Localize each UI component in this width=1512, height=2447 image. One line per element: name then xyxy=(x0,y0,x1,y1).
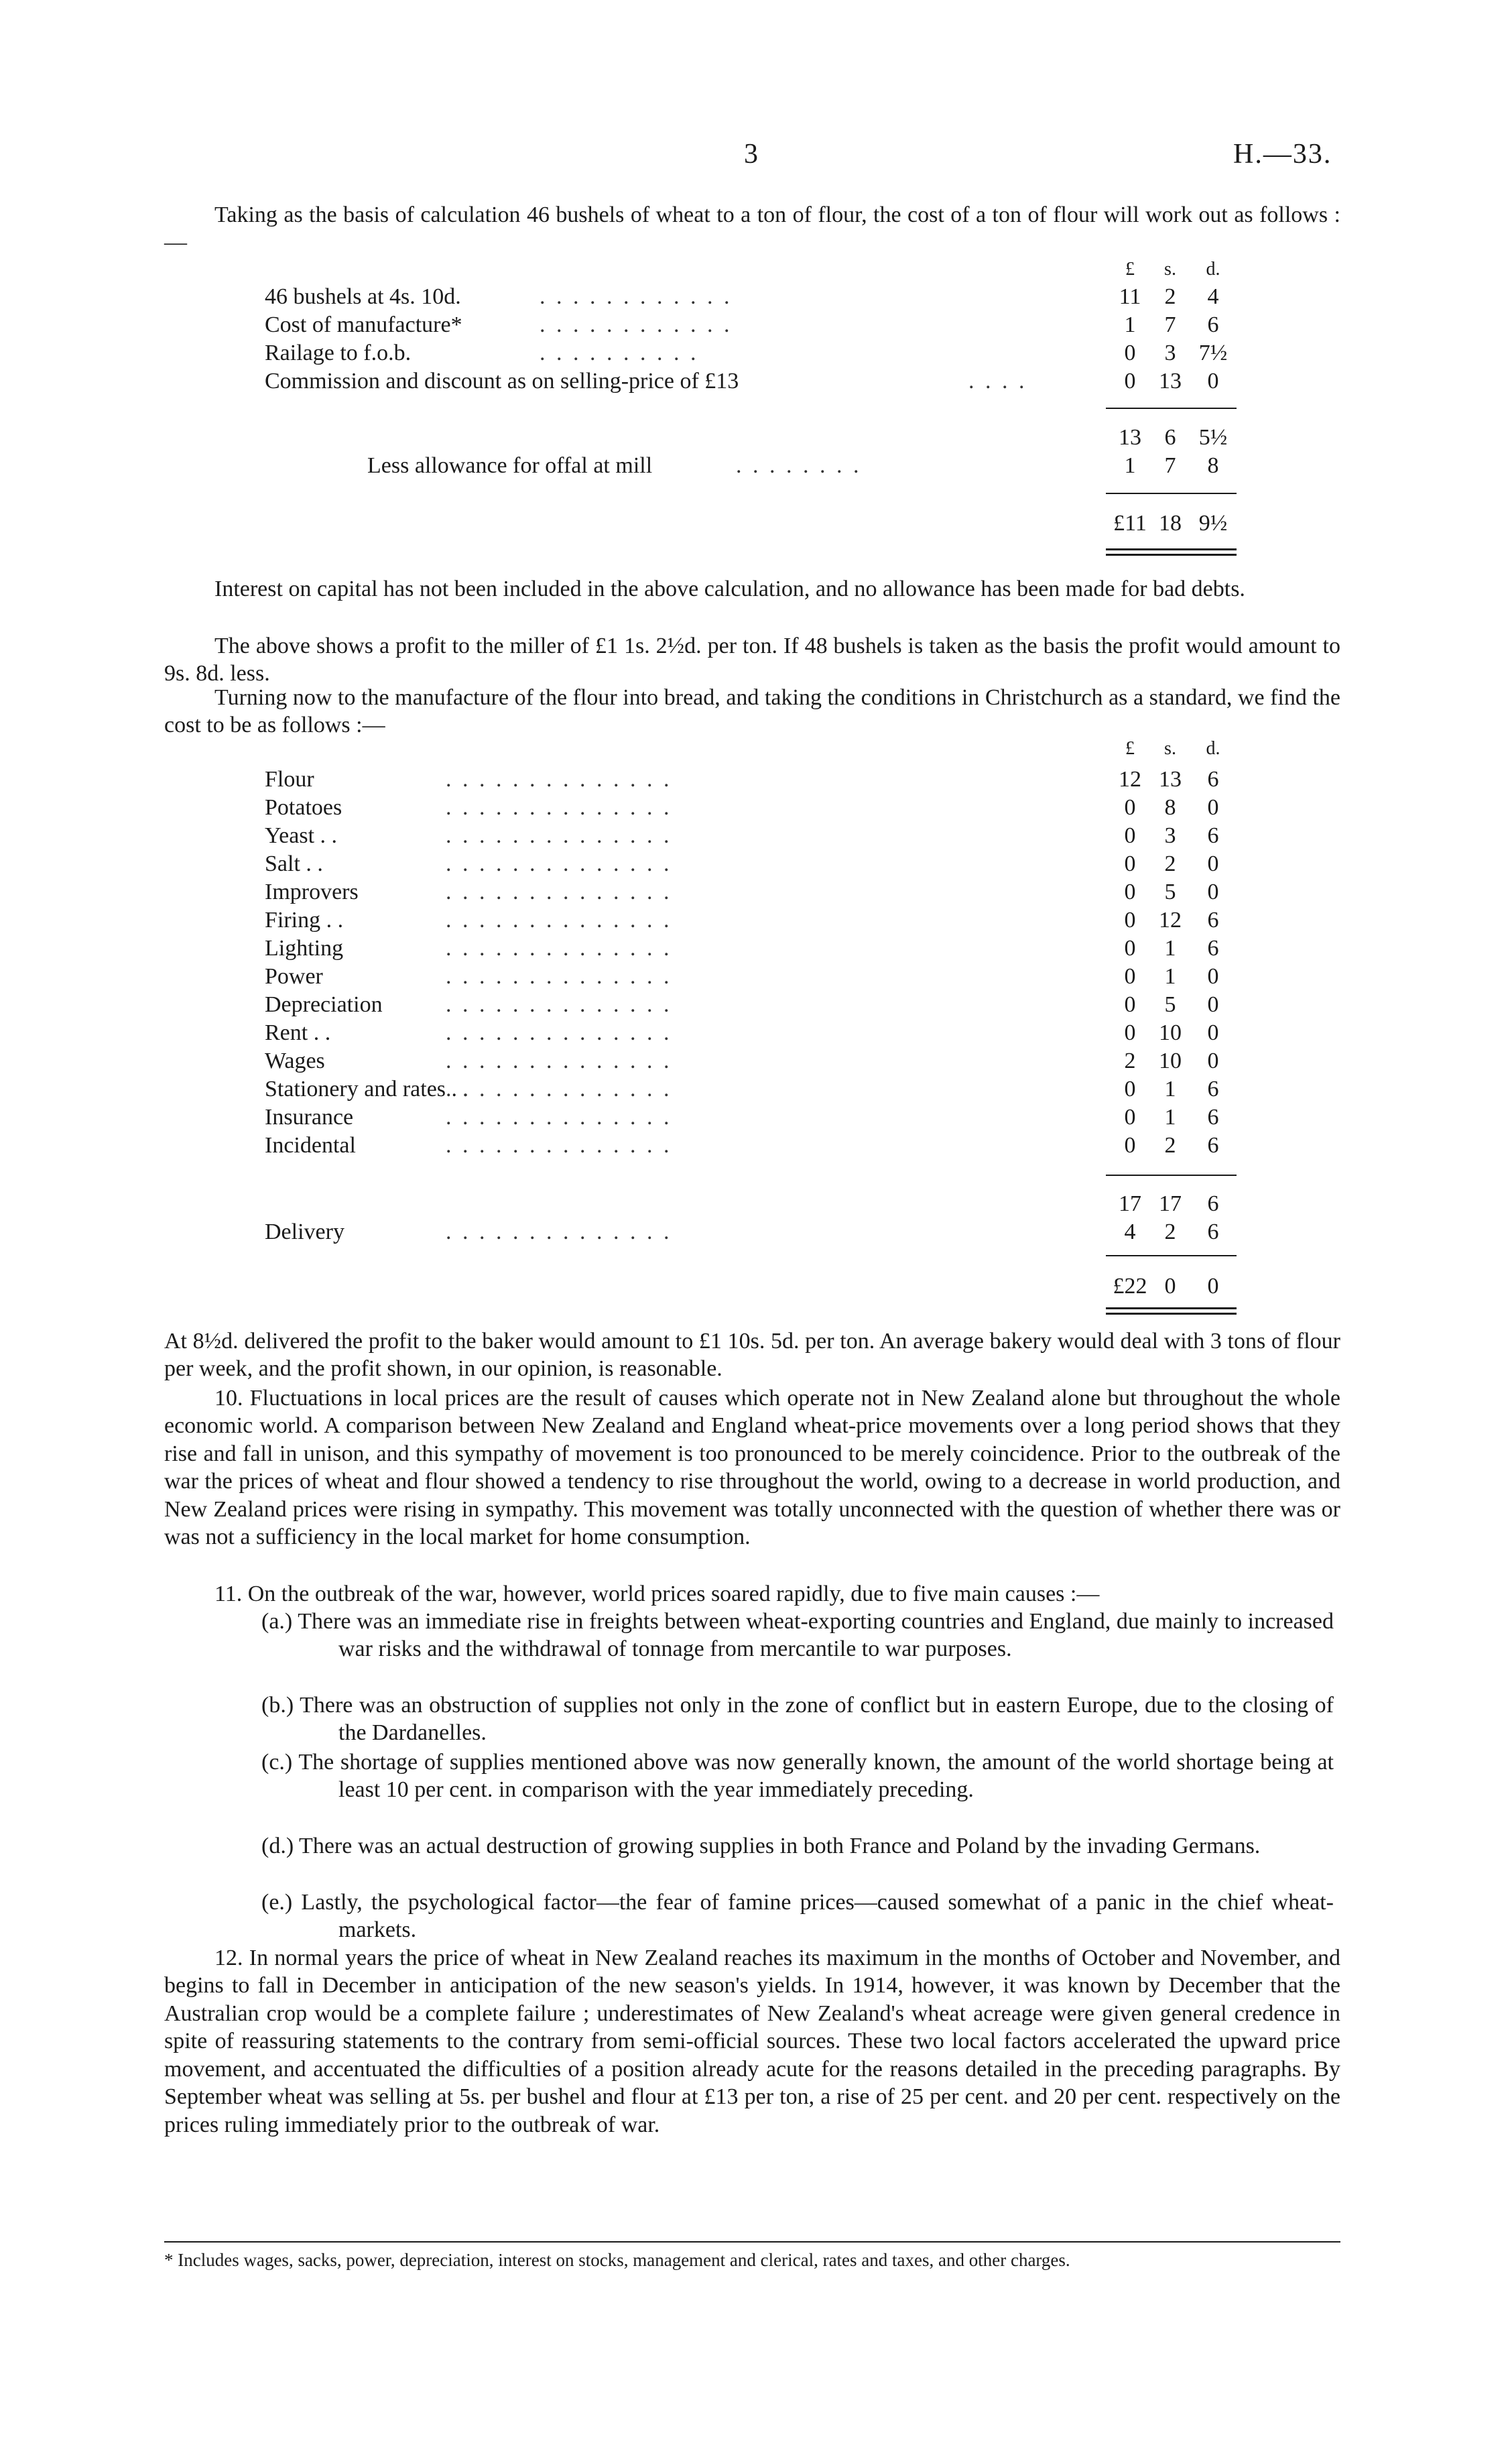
footnote-rule xyxy=(164,2241,1340,2243)
bread-row: Insurance . . . . . . . . . . . . . . 0 1 6 xyxy=(265,1105,1219,1130)
bread-row: Salt . . . . . . . . . . . . . . . . 0 2 0 xyxy=(265,851,1219,876)
bread-row: Lighting . . . . . . . . . . . . . . 0 1 6 xyxy=(265,936,1219,961)
cause-b: (b.) There was an obstruction of supplies not only in the zone of conflict but in eastern Europe, due to the closing of the Dardanelles. xyxy=(261,1693,1334,1746)
bread-row: Wages . . . . . . . . . . . . . . 2 10 0 xyxy=(265,1049,1219,1073)
flour-row: Cost of manufacture* . . . . . . . . . . . . 1 7 6 xyxy=(265,312,1219,337)
bread-row: Flour . . . . . . . . . . . . . . 12 13 6 xyxy=(265,767,1219,792)
cause-c: (c.) The shortage of supplies mentioned above was now generally known, the amount of the world shortage being at least 10 per cent. in comparison with the year immediately preceding. xyxy=(261,1750,1334,1803)
total-double-rule-top xyxy=(1106,548,1237,550)
turning-paragraph: Turning now to the manufacture of the flour into bread, and taking the conditions in Christchurch as a standard, we find the cost to be as follows :— xyxy=(164,685,1340,738)
page-number: 3 xyxy=(744,139,758,170)
bread-delivery-row: Delivery . . . . . . . . . . . . . . 4 2 6 xyxy=(265,1219,1219,1244)
bread-row: Stationery and rates . . . . . . . . . . . . . . . . 0 1 6 xyxy=(265,1077,1219,1101)
baker-profit-paragraph: At 8½d. delivered the profit to the baker would amount to £1 10s. 5d. per ton. An average bakery would deal with 3 tons of flour per week, and the profit shown, in our opinion, is reasonable. xyxy=(164,1329,1340,1382)
subtotal-rule xyxy=(1106,408,1237,409)
footnote: * Includes wages, sacks, power, depreciation, interest on stocks, management and clerical, rates and taxes, and other charges. xyxy=(164,2250,1070,2270)
bread-subtotal-rule xyxy=(1106,1175,1237,1176)
flour-row: Railage to f.o.b. . . . . . . . . . . 0 3 7½ xyxy=(265,341,1228,365)
cause-e: (e.) Lastly, the psychological factor—the fear of famine prices—caused somewhat of a panic in the chief wheat-markets. xyxy=(261,1890,1334,1943)
paragraph-10: 10. Fluctuations in local prices are the result of causes which operate not in New Zealand alone but throughout the whole economic world. A comparison between New Zealand and England wheat-price movements over a long period shows that they rise and fall in unison, and this sympathy of movement is too pronounced to be merely coincidence. Prior to the outbreak of the war the prices of wheat and flour showed a tendency to rise throughout the world, owing to a decrease in world production, and New Zealand prices were rising in sympathy. This movement was totally unconnected with the question of whether there was or was not a sufficiency in the local market for home consumption. xyxy=(164,1386,1340,1550)
interest-paragraph: Interest on capital has not been included in the above calculation, and no allowance has been made for bad debts. xyxy=(214,577,1245,601)
bread-row: Power . . . . . . . . . . . . . . 0 1 0 xyxy=(265,964,1219,989)
bread-total-rule xyxy=(1106,1255,1237,1256)
flour-row: Commission and discount as on selling-price of £13 . . . . 0 13 0 xyxy=(265,369,1219,394)
cause-d: (d.) There was an actual destruction of growing supplies in both France and Poland by the invading Germans. xyxy=(261,1834,1261,1858)
bread-row: Yeast . . . . . . . . . . . . . . . . 0 3 6 xyxy=(265,823,1219,848)
intro-paragraph: Taking as the basis of calculation 46 bushels of wheat to a ton of flour, the cost of a ton of flour will work out as follows :— xyxy=(164,202,1340,255)
flour-row: 46 bushels at 4s. 10d. . . . . . . . . . . . . 11 2 4 xyxy=(265,284,1219,309)
bread-row: Potatoes . . . . . . . . . . . . . . 0 8 0 xyxy=(265,795,1219,820)
bread-row: Firing . . . . . . . . . . . . . . . . 0 12 6 xyxy=(265,908,1219,933)
bread-total-double-rule-top xyxy=(1106,1307,1237,1309)
total-double-rule-bottom xyxy=(1106,554,1237,556)
bread-row: Rent . . . . . . . . . . . . . . . . 0 10 0 xyxy=(265,1020,1219,1045)
bread-row: Incidental . . . . . . . . . . . . . . 0 2 6 xyxy=(265,1133,1219,1158)
total-rule xyxy=(1106,493,1237,494)
paragraph-11: 11. On the outbreak of the war, however, world prices soared rapidly, due to five main causes :— xyxy=(214,1581,1100,1606)
profit-paragraph: The above shows a profit to the miller of £1 1s. 2½d. per ton. If 48 bushels is taken as the basis the profit would amount to 9s. 8d. less. xyxy=(164,634,1340,687)
document-page: 3 H.—33. Taking as the basis of calculation 46 bushels of wheat to a ton of flour, the cost of a ton of flour will work out as follows :— £ s. d. 46 bushels at 4s. 10d. . . . . . . . . . . . . 11 2 4 Cost of manufacture* . . . . . . . . . . . . 1 7 6 Railage to f.o.b. . . . . . . . . . . 0 3 7½ Commission and discount as on selling-price of £13 . . . . 0 13 0 13 6 5½ Less allowance for offal at mill . . . . . . . . 1 7 8 £11 18 9½ Interest on capital has not been included in the above calculation, and no allowance has been made for bad debts. The above shows a profit to the miller of £1 1s. 2½d. per ton. If 48 bushels is taken as the basis the profit would amount to 9s. 8d. less. Turning now to the manufacture of the flour into bread, and taking the conditions in Christchurch as a standard, we find the cost to be as follows :— £ s. d. Flour . . . . . . . . . . . . . . 12 13 6 Potatoes . . . . . . . . . . . . . . 0 8 0 Yeast . . . . . . . . . . . . . . . . 0 3 6 Salt . . . . . . . . . . . . . . . . 0 2 0 Improvers . . . . . . . . . . . . . . 0 5 0 Firing . . . . . . . . . . . . . . . . 0 12 6 Lighting . . . . . . . . . . . . . . 0 1 6 Power . . . . . . . . . . . . . . 0 1 0 Depreciation . . . . . . . . . . . . . . 0 5 0 Rent . . . . . . . . . . . . . . . . 0 10 0 Wages . . . . . . . . . . . . . . 2 10 0 Stationery and rates . . . . . . . . . . . . . . . . 0 1 6 Insurance . . . . . . . . . . . . . . 0 1 6 Incidental . . . . . . . . . . . . . . 0 2 6 17 17 6 Delivery . . . . . . . . . . . . . . 4 2 6 £22 0 0 At 8½d. delivered the profit to the baker would amount to £1 10s. 5d. per ton. An average bakery would deal with 3 tons of flour per week, and the profit shown, in our opinion, is reasonable. 10. Fluctuations in local prices are the result of causes which operate not in New Zealand alone but throughout the whole economic world. A comparison between New Zealand and England wheat-price movements over a long period shows that they rise and fall in unison, and this sympathy of movement is too pronounced to be merely coincidence. Prior to the outbreak of the war the prices of wheat and flour showed a tendency to rise throughout the world, owing to a decrease in world production, and New Zealand prices were rising in sympathy. This movement was totally unconnected with the question of whether there was or was not a sufficiency in the local market for home consumption. 11. On the outbreak of the war, however, world prices soared rapidly, due to five main causes :— (a.) There was an immediate rise in freights between wheat-exporting countries and England, due mainly to increased war risks and the withdrawal of tonnage from mercantile to war purposes. (b.) There was an obstruction of supplies not only in the zone of conflict but in eastern Europe, due to the closing of the Dardanelles. (c.) The shortage of supplies mentioned above was now generally known, the amount of the world shortage being at least 10 per cent. in comparison with the year immediately preceding. (d.) There was an actual destruction of growing supplies in both France and Poland by the invading Germans. (e.) Lastly, the psychological factor—the fear of famine prices—caused somewhat of a panic in the chief wheat-markets. 12. In normal years the price of wheat in New Zealand reaches its maximum in the months of October and November, and begins to fall in December in anticipation of the new season's yields. In 1914, however, it was known by December that the Australian crop would be a complete failure ; underestimates of New Zealand's wheat acreage were given general credence in spite of reassuring statements to the contrary from semi-official sources. These two local factors accelerated the upward price movement, and accentuated the difficulties of a position already acute for the reasons detailed in the preceding paragraphs. By September wheat was selling at 5s. per bushel and flour at £13 per ton, a rise of 25 per cent. and 20 per cent. respectively on the prices ruling immediately prior to the outbreak of war. * Includes wages, sacks, power, depreciation, interest on stocks, management and clerical, rates and taxes, and other charges. xyxy=(164,139,1340,2270)
cause-a: (a.) There was an immediate rise in freights between wheat-exporting countries and England, due mainly to increased war risks and the withdrawal of tonnage from mercantile to war purposes. xyxy=(261,1609,1334,1662)
bread-row: Improvers . . . . . . . . . . . . . . 0 5 0 xyxy=(265,880,1219,904)
paragraph-12: 12. In normal years the price of wheat in New Zealand reaches its maximum in the months of October and November, and begins to fall in December in anticipation of the new season's yields. In 1914, however, it was known by December that the Australian crop would be a complete failure ; underestimates of New Zealand's wheat acreage were given general credence in spite of reassuring statements to the contrary from semi-official sources. These two local factors accelerated the upward price movement, and accentuated the difficulties of a position already acute for the reasons detailed in the preceding paragraphs. By September wheat was selling at 5s. per bushel and flour at £13 per ton, a rise of 25 per cent. and 20 per cent. respectively on the prices ruling immediately prior to the outbreak of war. xyxy=(164,1946,1340,2137)
flour-less-offal-row: Less allowance for offal at mill . . . . . . . . 1 7 8 xyxy=(367,453,1219,478)
document-reference: H.—33. xyxy=(1233,139,1332,170)
bread-row: Depreciation . . . . . . . . . . . . . . 0 5 0 xyxy=(265,992,1219,1017)
bread-total-double-rule-bottom xyxy=(1106,1313,1237,1315)
